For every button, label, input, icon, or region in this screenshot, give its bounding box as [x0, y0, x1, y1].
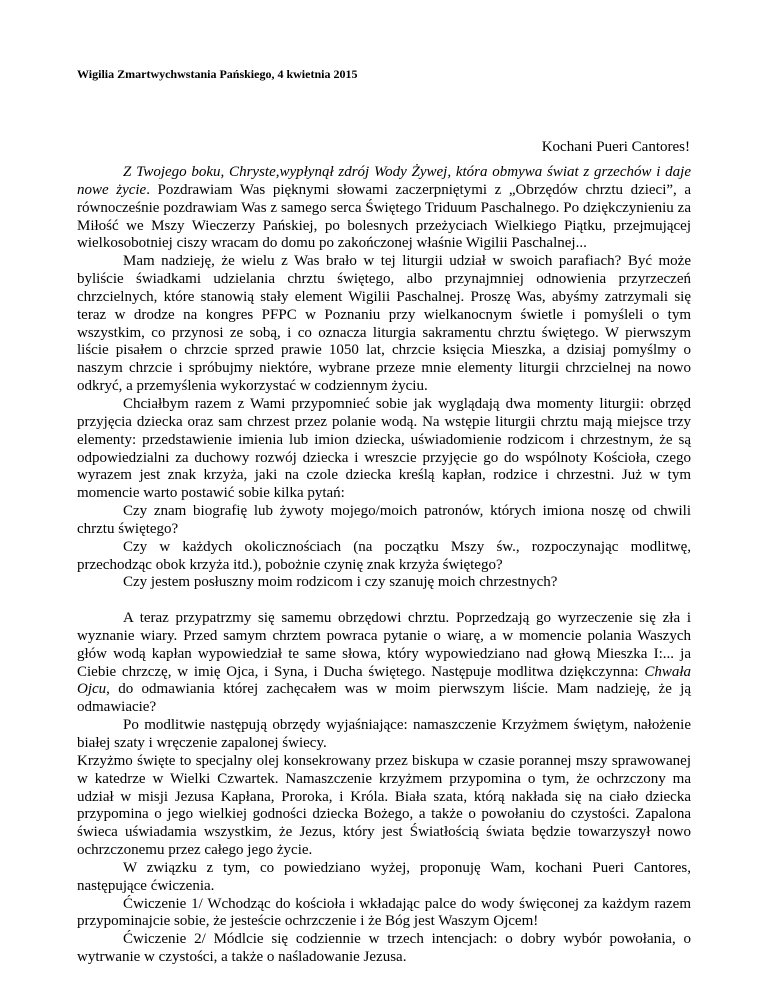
question-1: Czy znam biografię lub żywoty mojego/moich patronów, których imiona noszę od chwili chrztu świętego? — [77, 503, 691, 537]
paragraph: Chciałbym razem z Wami przypomnieć sobie jak wyglądają dwa momenty liturgii: obrzęd przyjęcia dziecka oraz sam chrzest przez polanie wodą. Na wstępie liturgii chrztu mają miejsce trzy elementy: przedstawienie imienia lub imion dziecka, uświadomienie rodzicom i chrzestnym, że są odpowiedzialni za duchowy rozwój dziecka i wreszcie przyjęcie go do wspólnoty Kościoła, czego wyrazem jest znak krzyża, jaki na czole dziecka kreślą kapłan, rodzice i chrzestni. Już w tym momencie warto postawić sobie kilka pytań: — [77, 395, 691, 502]
document-title: Wigilia Zmartwychwstania Pańskiego, 4 kwietnia 2015 — [77, 67, 358, 81]
greeting: Kochani Pueri Cantores! — [541, 139, 690, 155]
letter-body — [77, 164, 691, 967]
paragraph-text: , do odmawiania której zachęcałem was w moim pierwszym liście. Mam nadzieję, że ją odmawiacie? — [77, 681, 691, 716]
paragraph-text: A teraz przypatrzmy się samemu obrzędowi chrztu. Poprzedzają go wyrzeczenie się zła i wyznanie wiary. Przed samym chrztem powraca pytanie o wiarę, a w momencie polania Waszych głów wodą kapłan wypowiedział te same słowa, który wypowiedziano nad głową Mieszka I:... ja Ciebie chrzczę, w imię Ojca, i Syna, i Ducha świętego. Następuje modlitwa dziękczynna: — [77, 610, 691, 680]
question-2: Czy w każdych okolicznościach (na początku Mszy św., rozpoczynając modlitwę, przechodząc obok krzyża itd.), pobożnie czynię znak krzyża świętego? — [77, 538, 691, 573]
paragraph: Krzyżmo święte to specjalny olej konsekrowany przez biskupa w czasie porannej mszy sprawowanej w katedrze w Wielki Czwartek. Namaszczenie krzyżmem przypomina o tym, że ochrzczony ma udział w misji Jezusa Kapłana, Proroka, i Króla. Biała szata, którą nakłada się na ciało dziecka przypomina o jego wielkiej godności dziecka Bożego, a także o powołaniu do czystości. Zapalona świeca uświadamia wszystkim, że Jezus, który jest Światłością świata będzie towarzyszył nowo ochrzczonemu przez całego jego życie. — [77, 752, 691, 859]
paragraph-intro-italic: Z Twojego boku, Chryste,wypłynął zdrój Wody Żywej, która obmywa świat z grzechów i daje nowe życie — [77, 164, 691, 198]
question-3: Czy jestem posłuszny moim rodzicom i czy szanuję moich chrzestnych? — [123, 574, 558, 591]
paragraph-baptism-rite — [77, 610, 691, 717]
paragraph: W związku z tym, co powiedziano wyżej, proponuję Wam, kochani Pueri Cantores, następujące ćwiczenia. — [77, 859, 691, 894]
paragraph-intro-text: . Pozdrawiam Was pięknymi słowami zaczerpniętymi z „Obrzędów chrztu dzieci”, a równocześnie pozdrawiam Was z samego serca Świętego Triduum Paschalnego. Po dziękczynieniu za Miłość we Mszy Wieczerzy Pańskiej, po bolesnych przeżyciach Wielkiego Piątku, przejmującej wielkosobotniej ciszy wracam do domu po zakończonej właśnie Wigilii Paschalnej... — [77, 181, 692, 252]
paragraph: Po modlitwie następują obrzędy wyjaśniające: namaszczenie Krzyżmem świętym, nałożenie białej szaty i wręczenie zapalonej świecy. — [77, 717, 691, 751]
exercise-2: Ćwiczenie 2/ Módlcie się codziennie w trzech intencjach: o dobry wybór powołania, o wytrwanie w czystości, a także o naśladowanie Jezusa. — [77, 931, 691, 966]
exercise-1: Ćwiczenie 1/ Wchodząc do kościoła i wkładając palce do wody święconej za każdym razem przypominajcie sobie, że jesteście ochrzczenie i że Bóg jest Waszym Ojcem! — [77, 895, 691, 930]
prayer-title: Chwała Ojcu — [77, 663, 691, 698]
paragraph: Mam nadzieję, że wielu z Was brało w tej liturgii udział w swoich parafiach? Być może byliście świadkami udzielania chrztu świętego, albo przynajmniej odnowienia przyrzeczeń chrzcielnych, które stanowią stały element Wigilii Paschalnej. Proszę Was, abyśmy zatrzymali się teraz w drodze na kongres PFPC w Poznaniu przy wielkanocnym świetle i pomyśleli o tym wszystkim, co przynosi ze sobą, i co oznacza liturgia sakramentu chrztu świętego. W pierwszym liście pisałem o chrzcie sprzed prawie 1050 lat, chrzcie księcia Mieszka, a dzisiaj pomyślmy o naszym chrzcie i spróbujmy niektóre, wybrane przeze mnie elementy liturgii chrzcielnej na nowo odkryć, a przemyślenia wykorzystać w codziennym życiu. — [77, 253, 691, 395]
paragraph-intro — [77, 164, 691, 253]
